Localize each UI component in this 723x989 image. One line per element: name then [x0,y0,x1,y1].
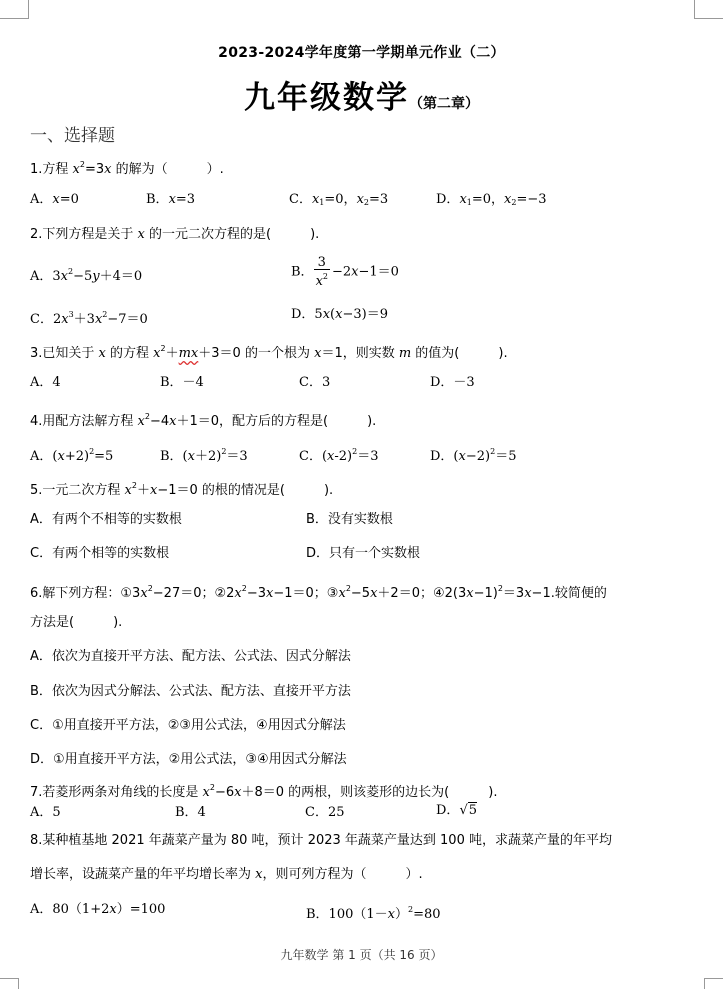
q1-option-b: B．x=3 [146,192,196,207]
q3-option-a: A．4 [30,375,61,390]
q6-option-c: C．①用直接开平方法，②③用公式法，④用因式分解法 [30,718,346,733]
crop-mark-bottom-right [704,978,723,989]
question-5: 5.一元二次方程 $x^2+x-1=0$ 的根的情况是( ). [30,481,334,498]
question-8-continued: 增长率，设蔬菜产量的年平均增长率为 x，则可列方程为（ ）. [30,867,423,882]
q2-option-a: A．$3x^2-5y+4=0$ [30,267,143,284]
q3-option-d: D．－3 [430,375,475,390]
q3-option-c: C．3 [299,375,331,390]
page-footer: 九年数学 第 1 页（共 16 页） [280,948,443,962]
crop-mark-top-left [0,0,29,19]
q4-option-a: A．$(x+2)^2=5$ [30,447,114,464]
q6-option-a: A．依次为直接开平方法、配方法、公式法、因式分解法 [30,649,351,664]
question-8: 8.某种植基地 2021 年蔬菜产量为 80 吨，预计 2023 年蔬菜产量达到 100 吨，求蔬菜产量的年平均 [30,833,612,848]
question-6-continued: 方法是( ). [30,615,123,630]
q7-option-c: C．25 [305,805,345,820]
q2-option-b: B． $\frac{3}{x^2}$ −2x−1＝0 [291,255,399,289]
q3-option-b: B．－4 [160,375,204,390]
q4-option-c: C．$(x-2)^2=3$ [299,447,379,464]
q5-option-d: D．只有一个实数根 [306,546,421,561]
q1-option-d: D．$x_1=0$，$x_2=-3$ [436,192,547,207]
question-7: 7.若菱形两条对角线的长度是 $x^2-6x+8=0$ 的两根，则该菱形的边长为( ). [30,783,498,800]
q5-option-a: A．有两个不相等的实数根 [30,512,182,527]
title-text: 九年级数学 [244,80,409,116]
q6-option-d: D．①用直接开平方法，②用公式法，③④用因式分解法 [30,752,347,767]
q4-option-d: D．$(x-2)^2=5$ [430,447,517,464]
crop-mark-top-right [694,0,723,19]
q7-option-d: D．√5 [436,803,478,818]
question-4: 4.用配方法解方程 $x^2-4x+1=0$，配方后的方程是( ). [30,412,377,429]
q2-option-d: D．5x(x−3)＝9 [291,307,388,322]
question-1: 1.方程 $x^2=3x$ 的解为（ ）. [30,160,224,177]
section-heading: 一、选择题 [30,126,115,146]
q1-option-a: A．x=0 [30,192,79,207]
chapter-label: （第二章） [409,96,479,112]
q8-option-b: B．$100(1-x)^2=80$ [306,905,441,922]
q5-option-c: C．有两个相等的实数根 [30,546,170,561]
q7-option-b: B．4 [175,805,206,820]
q8-option-a: A．80（1+2x）=100 [30,902,166,917]
question-3: 3.已知关于 x 的方程 $x^2+mx+3=0$ 的一个根为 x＝1，则实数 m 的值为( ). [30,344,508,361]
q6-option-b: B．依次为因式分解法、公式法、配方法、直接开平方法 [30,684,351,699]
crop-mark-bottom-left [0,978,19,989]
page-title [0,72,723,117]
q4-option-b: B．$(x+2)^2=3$ [160,447,248,464]
fraction: $\frac{3}{x^2}$ [315,255,328,289]
q1-option-c: C．$x_1=0$，$x_2=3$ [289,192,389,207]
q5-option-b: B．没有实数根 [306,512,393,527]
q7-option-a: A．5 [30,805,61,820]
question-6: 6.解下列方程：$①3x^2-27=0$；$②2x^2-3x-1=0$；$③x^2-5x+2=0$；$④2(3x-1)^2=3x-1$.较简便的 [30,584,607,601]
square-root: √5 [459,803,478,818]
q2-option-c: C．$2x^3+3x^2-7=0$ [30,310,148,327]
document-subtitle: 2023-2024学年度第一学期单元作业（二） [218,45,505,61]
question-2: 2.下列方程是关于 x 的一元二次方程的是( ). [30,227,320,242]
